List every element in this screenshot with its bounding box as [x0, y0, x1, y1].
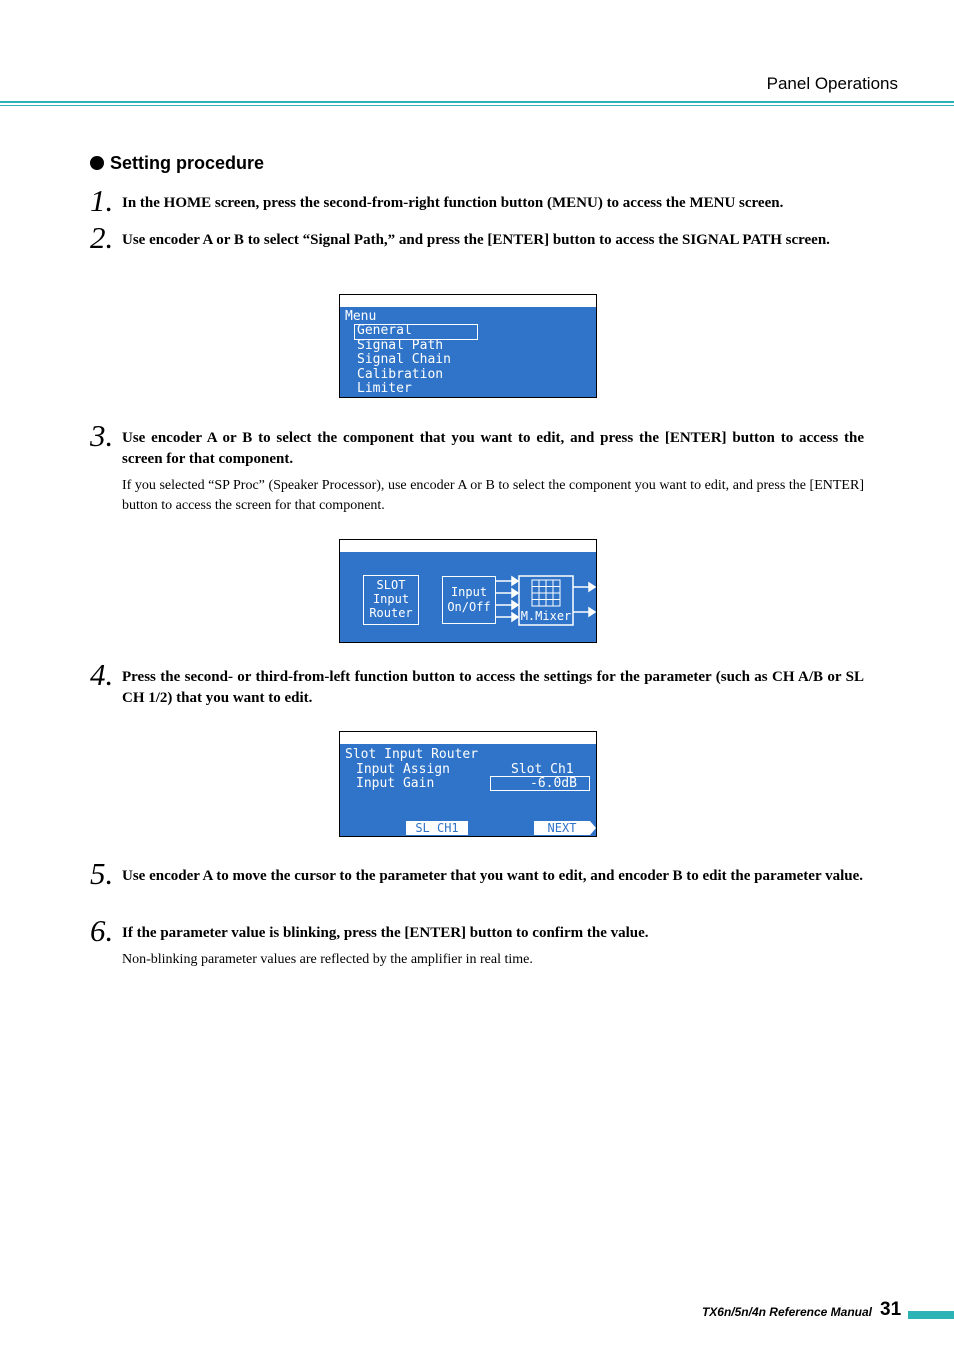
step-6: [90, 913, 864, 970]
step-note: Non-blinking parameter values are reflected by the amplifier in real time.: [122, 952, 533, 967]
page-header-title: Panel Operations: [766, 74, 898, 93]
input-gain-label: Input Gain: [356, 776, 435, 791]
sl-ch1-button[interactable]: SL CH1: [406, 821, 468, 835]
step-text: If the parameter value is blinking, press the [ENTER] button to confirm the value.: [122, 925, 649, 941]
step-text: In the HOME screen, press the second-from-right function button (MENU) to access the MENU screen.: [122, 195, 784, 211]
signal-arrows-graphic: [340, 552, 598, 644]
step-number: 5.: [90, 856, 114, 891]
lcd-display: [340, 744, 596, 836]
menu-item-signal-path[interactable]: Signal Path: [357, 338, 444, 353]
block-line: SLOT: [376, 578, 406, 592]
step-number: 4.: [90, 657, 114, 692]
step-5: [90, 856, 864, 891]
step-text: Use encoder A to move the cursor to the parameter that you want to edit, and encoder B to edit the parameter value.: [122, 868, 864, 884]
step-text: Press the second- or third-from-left function button to access the settings for the parameter (such as CH A/B or SL CH 1/2) that you want to edit.: [122, 669, 864, 706]
lcd-menu-screen: [339, 294, 597, 398]
menu-item-calibration[interactable]: Calibration: [357, 367, 444, 382]
section-heading: [90, 153, 264, 174]
block-line: Input: [372, 592, 410, 606]
menu-item-general[interactable]: General: [357, 323, 412, 338]
menu-item-signal-chain[interactable]: Signal Chain: [357, 352, 451, 367]
menu-title: Menu: [345, 309, 377, 324]
footer-accent-bar: [908, 1311, 954, 1319]
step-number: 2.: [90, 220, 114, 255]
header-rule-thin: [0, 105, 954, 106]
footer-manual-title: TX6n/5n/4n Reference Manual: [701, 1305, 872, 1319]
header-rule: [0, 101, 954, 103]
step-number: 1.: [90, 183, 114, 218]
router-title: Slot Input Router: [345, 747, 479, 762]
block-line: Input: [450, 585, 488, 599]
step-2: [90, 220, 864, 255]
next-button[interactable]: NEXT: [547, 821, 577, 835]
input-assign-value[interactable]: Slot Ch1: [511, 762, 574, 777]
step-number: 3.: [90, 418, 114, 453]
step-number: 6.: [90, 913, 114, 948]
step-1: [90, 183, 864, 218]
lcd-signal-path-screen: [339, 539, 597, 643]
step-note: If you selected “SP Proc” (Speaker Processor), use encoder A or B to select the component you want to edit, and press the [ENTER] button to access the screen for that component.: [122, 478, 864, 513]
input-assign-label: Input Assign: [356, 762, 450, 777]
block-line: On/Off: [447, 600, 491, 614]
step-text: Use encoder A or B to select the component that you want to edit, and press the [ENTER] button to access the screen for that component.: [122, 430, 864, 467]
lcd-router-screen: [339, 731, 597, 837]
menu-item-limiter[interactable]: Limiter: [357, 381, 412, 396]
page-number: 31: [880, 1299, 902, 1320]
step-3: [90, 418, 864, 516]
section-heading-text: Setting procedure: [110, 153, 265, 173]
input-gain-value: -6.0dB: [530, 776, 577, 791]
block-line: Router: [369, 606, 413, 620]
m-mixer-label[interactable]: M.Mixer: [520, 609, 572, 623]
lcd-display: [340, 307, 596, 397]
step-4: [90, 657, 864, 709]
lcd-display: [340, 552, 596, 642]
step-text: Use encoder A or B to select “Signal Path,” and press the [ENTER] button to access the SIGNAL PATH screen.: [122, 232, 830, 248]
bullet-icon: [90, 156, 104, 170]
